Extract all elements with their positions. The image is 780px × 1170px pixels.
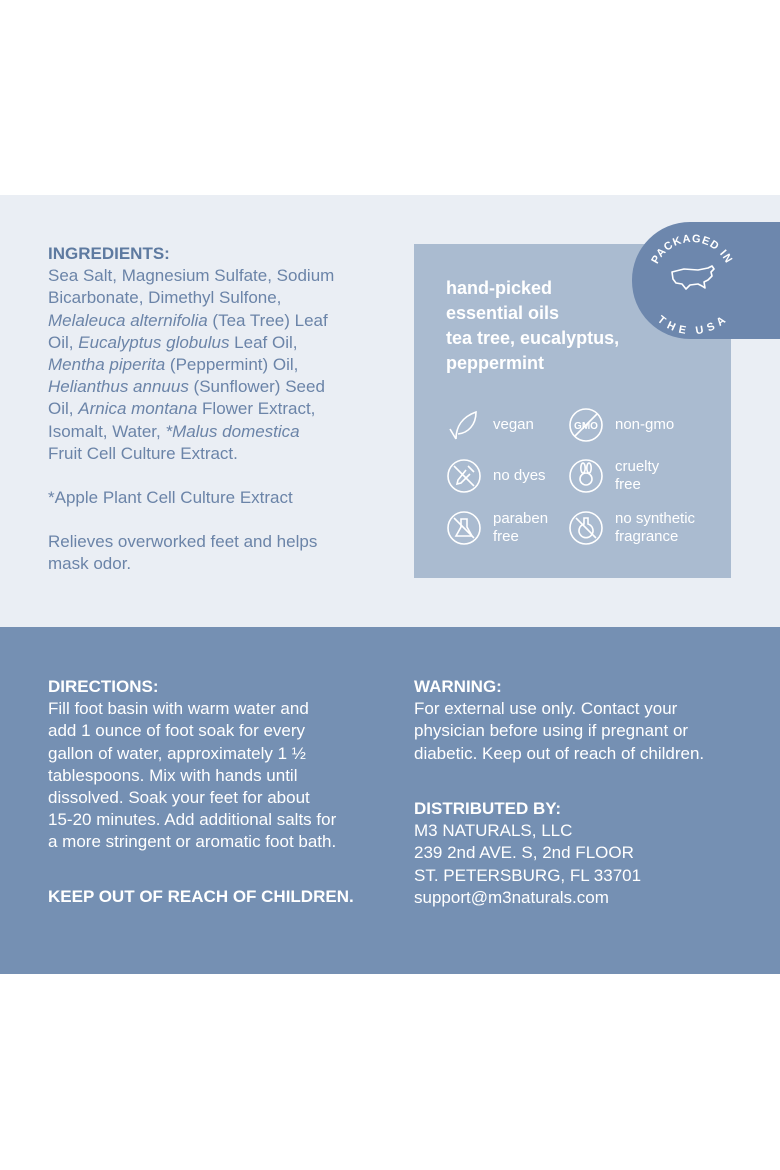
beaker-icon <box>568 510 604 546</box>
company-name: M3 NATURALS, LLC <box>414 821 573 841</box>
warning-line: For external use only. Contact your <box>414 699 678 719</box>
feature-vegan <box>446 407 534 443</box>
feature-label: free <box>493 528 519 545</box>
directions-line: 15-20 minutes. Add additional salts for <box>48 810 337 830</box>
footnote: *Apple Plant Cell Culture Extract <box>48 488 293 508</box>
support-email: support@m3naturals.com <box>414 887 609 907</box>
feature-label: paraben <box>493 510 549 527</box>
benefit-line: mask odor. <box>48 554 132 574</box>
ingredient-line: Mentha piperita (Peppermint) Oil, <box>48 355 299 375</box>
ingredient-line: Oil, Eucalyptus globulus Leaf Oil, <box>48 332 298 352</box>
directions-line: a more stringent or aromatic foot bath. <box>48 832 337 852</box>
svg-text:THE USA <box>655 314 729 338</box>
directions-line: dissolved. Soak your feet for about <box>48 788 310 808</box>
oils-line: peppermint <box>446 353 545 373</box>
directions-line: tablespoons. Mix with hands until <box>48 765 298 785</box>
directions-line: add 1 ounce of foot soak for every <box>48 721 306 741</box>
address-line: 239 2nd AVE. S, 2nd FLOOR <box>414 843 634 863</box>
oils-line: hand-picked <box>446 278 553 298</box>
warning-line: physician before using if pregnant or <box>414 721 689 741</box>
oils-line: tea tree, eucalyptus, <box>446 328 620 348</box>
feature-label: vegan <box>493 416 534 433</box>
badge-top-text: PACKAGED IN <box>649 232 735 266</box>
leaf-icon <box>446 407 482 443</box>
ingredients-heading: INGREDIENTS: <box>48 244 170 263</box>
benefit-line: Relieves overworked feet and helps <box>48 532 318 552</box>
flask-icon <box>446 510 482 546</box>
ingredient-line: Helianthus annuus (Sunflower) Seed <box>48 377 325 397</box>
feature-no-dyes <box>446 458 546 494</box>
feature-label: cruelty <box>615 458 660 475</box>
directions-line: Fill foot basin with warm water and <box>48 699 309 719</box>
badge-bottom-text: THE USA <box>655 313 729 338</box>
directions-section <box>48 676 388 908</box>
feature-label: non-gmo <box>615 416 675 433</box>
ingredient-line: Melaleuca alternifolia (Tea Tree) Leaf <box>48 310 328 330</box>
warning-section <box>414 676 754 765</box>
feature-label: fragrance <box>615 528 679 545</box>
essential-oils-text <box>446 276 619 376</box>
ingredient-line: Isomalt, Water, *Malus domestica <box>48 421 300 441</box>
ingredient-line: Sea Salt, Magnesium Sulfate, Sodium <box>48 266 335 286</box>
ingredient-line: Oil, Arnica montana Flower Extract, <box>48 399 316 419</box>
feature-label: no dyes <box>493 467 546 484</box>
feature-label: no synthetic <box>615 510 696 527</box>
gmo-icon-text: GMO <box>574 421 598 432</box>
distributed-section <box>414 798 754 909</box>
keep-out-warning: KEEP OUT OF REACH OF CHILDREN. <box>48 886 354 906</box>
badge-graphic <box>632 222 780 339</box>
directions-line: gallon of water, approximately 1 ½ <box>48 743 306 763</box>
address-line: ST. PETERSBURG, FL 33701 <box>414 865 642 885</box>
warning-heading: WARNING: <box>414 677 502 696</box>
usa-map-icon <box>672 266 714 289</box>
bunny-icon <box>568 458 604 494</box>
feature-no-synthetic-fragrance <box>568 510 695 546</box>
packaged-in-usa-badge <box>632 222 780 339</box>
ingredient-line: Fruit Cell Culture Extract. <box>48 443 238 463</box>
warning-line: diabetic. Keep out of reach of children. <box>414 743 705 763</box>
feature-paraben-free <box>446 510 548 546</box>
directions-heading: DIRECTIONS: <box>48 677 159 696</box>
feature-non-gmo <box>568 407 674 443</box>
dropper-icon <box>446 458 482 494</box>
feature-label: free <box>615 476 641 493</box>
ingredients-section <box>48 243 378 576</box>
svg-text:PACKAGED IN <box>649 233 734 266</box>
distributed-heading: DISTRIBUTED BY: <box>414 799 562 818</box>
oils-line: essential oils <box>446 303 560 323</box>
feature-cruelty-free <box>568 458 659 494</box>
ingredient-line: Bicarbonate, Dimethyl Sulfone, <box>48 288 282 308</box>
gmo-icon <box>568 407 604 443</box>
